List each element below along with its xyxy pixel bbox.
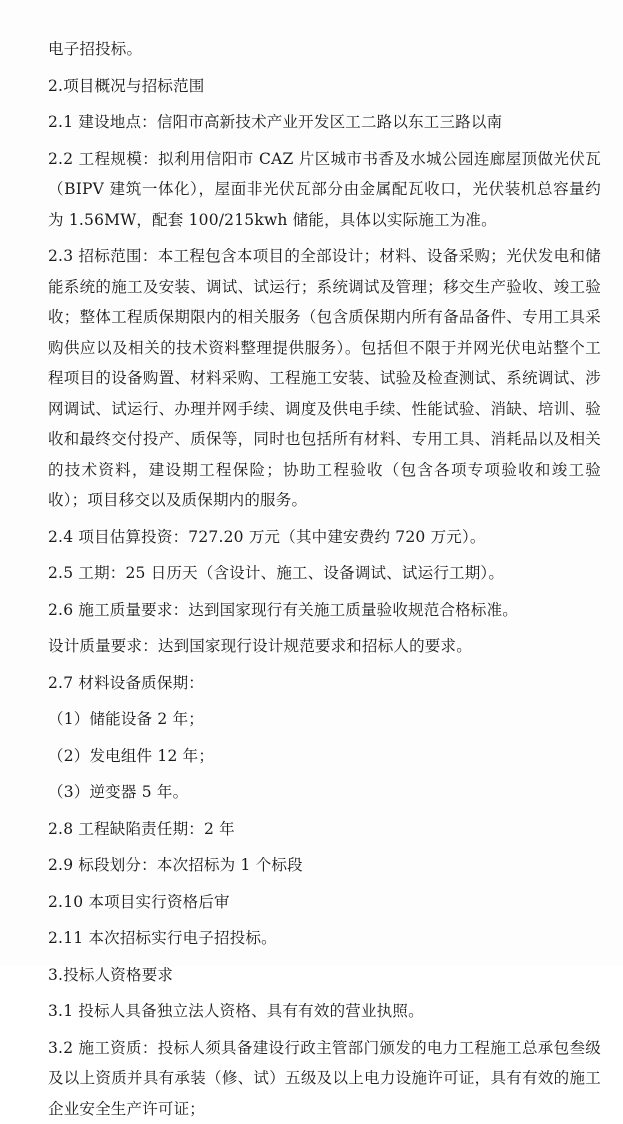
list-item: （3）逆变器 5 年。: [48, 777, 601, 808]
paragraph: 3.2 施工资质：投标人须具备建设行政主管部门颁发的电力工程施工总承包叁级及以上资质并具有承装（修、试）五级及以上电力设施许可证，具有有效的施工企业安全生产许可证；: [48, 1033, 601, 1124]
list-item: （1）储能设备 2 年；: [48, 704, 601, 735]
paragraph: 2.11 本次招标实行电子招投标。: [48, 923, 601, 954]
paragraph: 2.9 标段划分：本次招标为 1 个标段: [48, 850, 601, 881]
paragraph: 2.10 本项目实行资格后审: [48, 887, 601, 918]
paragraph: 设计质量要求：达到国家现行设计规范要求和招标人的要求。: [48, 631, 601, 662]
paragraph: 3.1 投标人具备独立法人资格、具有有效的营业执照。: [48, 996, 601, 1027]
paragraph: 2.6 施工质量要求：达到国家现行有关施工质量验收规范合格标准。: [48, 595, 601, 626]
section-heading: 2.项目概况与招标范围: [48, 71, 601, 102]
paragraph: 2.4 项目估算投资：727.20 万元（其中建安费约 720 万元）。: [48, 522, 601, 553]
paragraph: 2.5 工期：25 日历天（含设计、施工、设备调试、试运行工期）。: [48, 558, 601, 589]
section-heading: 3.投标人资格要求: [48, 960, 601, 991]
text-line: 电子招投标。: [48, 34, 601, 65]
list-item: （2）发电组件 12 年；: [48, 741, 601, 772]
paragraph: 2.7 材料设备质保期：: [48, 668, 601, 699]
paragraph: 2.2 工程规模：拟利用信阳市 CAZ 片区城市书香及水城公园连廊屋顶做光伏瓦（BIPV 建筑一体化），屋面非光伏瓦部分由金属配瓦收口，光伏装机总容量约为 1.56MW，配套 100/215kwh 储能，具体以实际施工为准。: [48, 144, 601, 236]
paragraph: 2.3 招标范围：本工程包含本项目的全部设计；材料、设备采购；光伏发电和储能系统的施工及安装、调试、试运行；系统调试及管理；移交生产验收、竣工验收；整体工程质保期限内的相关服务（包含质保期内所有备品备件、专用工具采购供应以及相关的技术资料整理提供服务）。包括但不限于并网光伏电站整个工程项目的设备购置、材料采购、工程施工安装、试验及检查测试、系统调试、涉网调试、试运行、办理并网手续、调度及供电手续、性能试验、消缺、培训、验收和最终交付投产、质保等，同时也包括所有材料、专用工具、消耗品以及相关的技术资料，建设期工程保险；协助工程验收（包含各项专项验收和竣工验收）；项目移交以及质保期内的服务。: [48, 241, 601, 516]
paragraph: 2.1 建设地点：信阳市高新技术产业开发区工二路以东工三路以南: [48, 107, 601, 138]
paragraph: 2.8 工程缺陷责任期：2 年: [48, 814, 601, 845]
